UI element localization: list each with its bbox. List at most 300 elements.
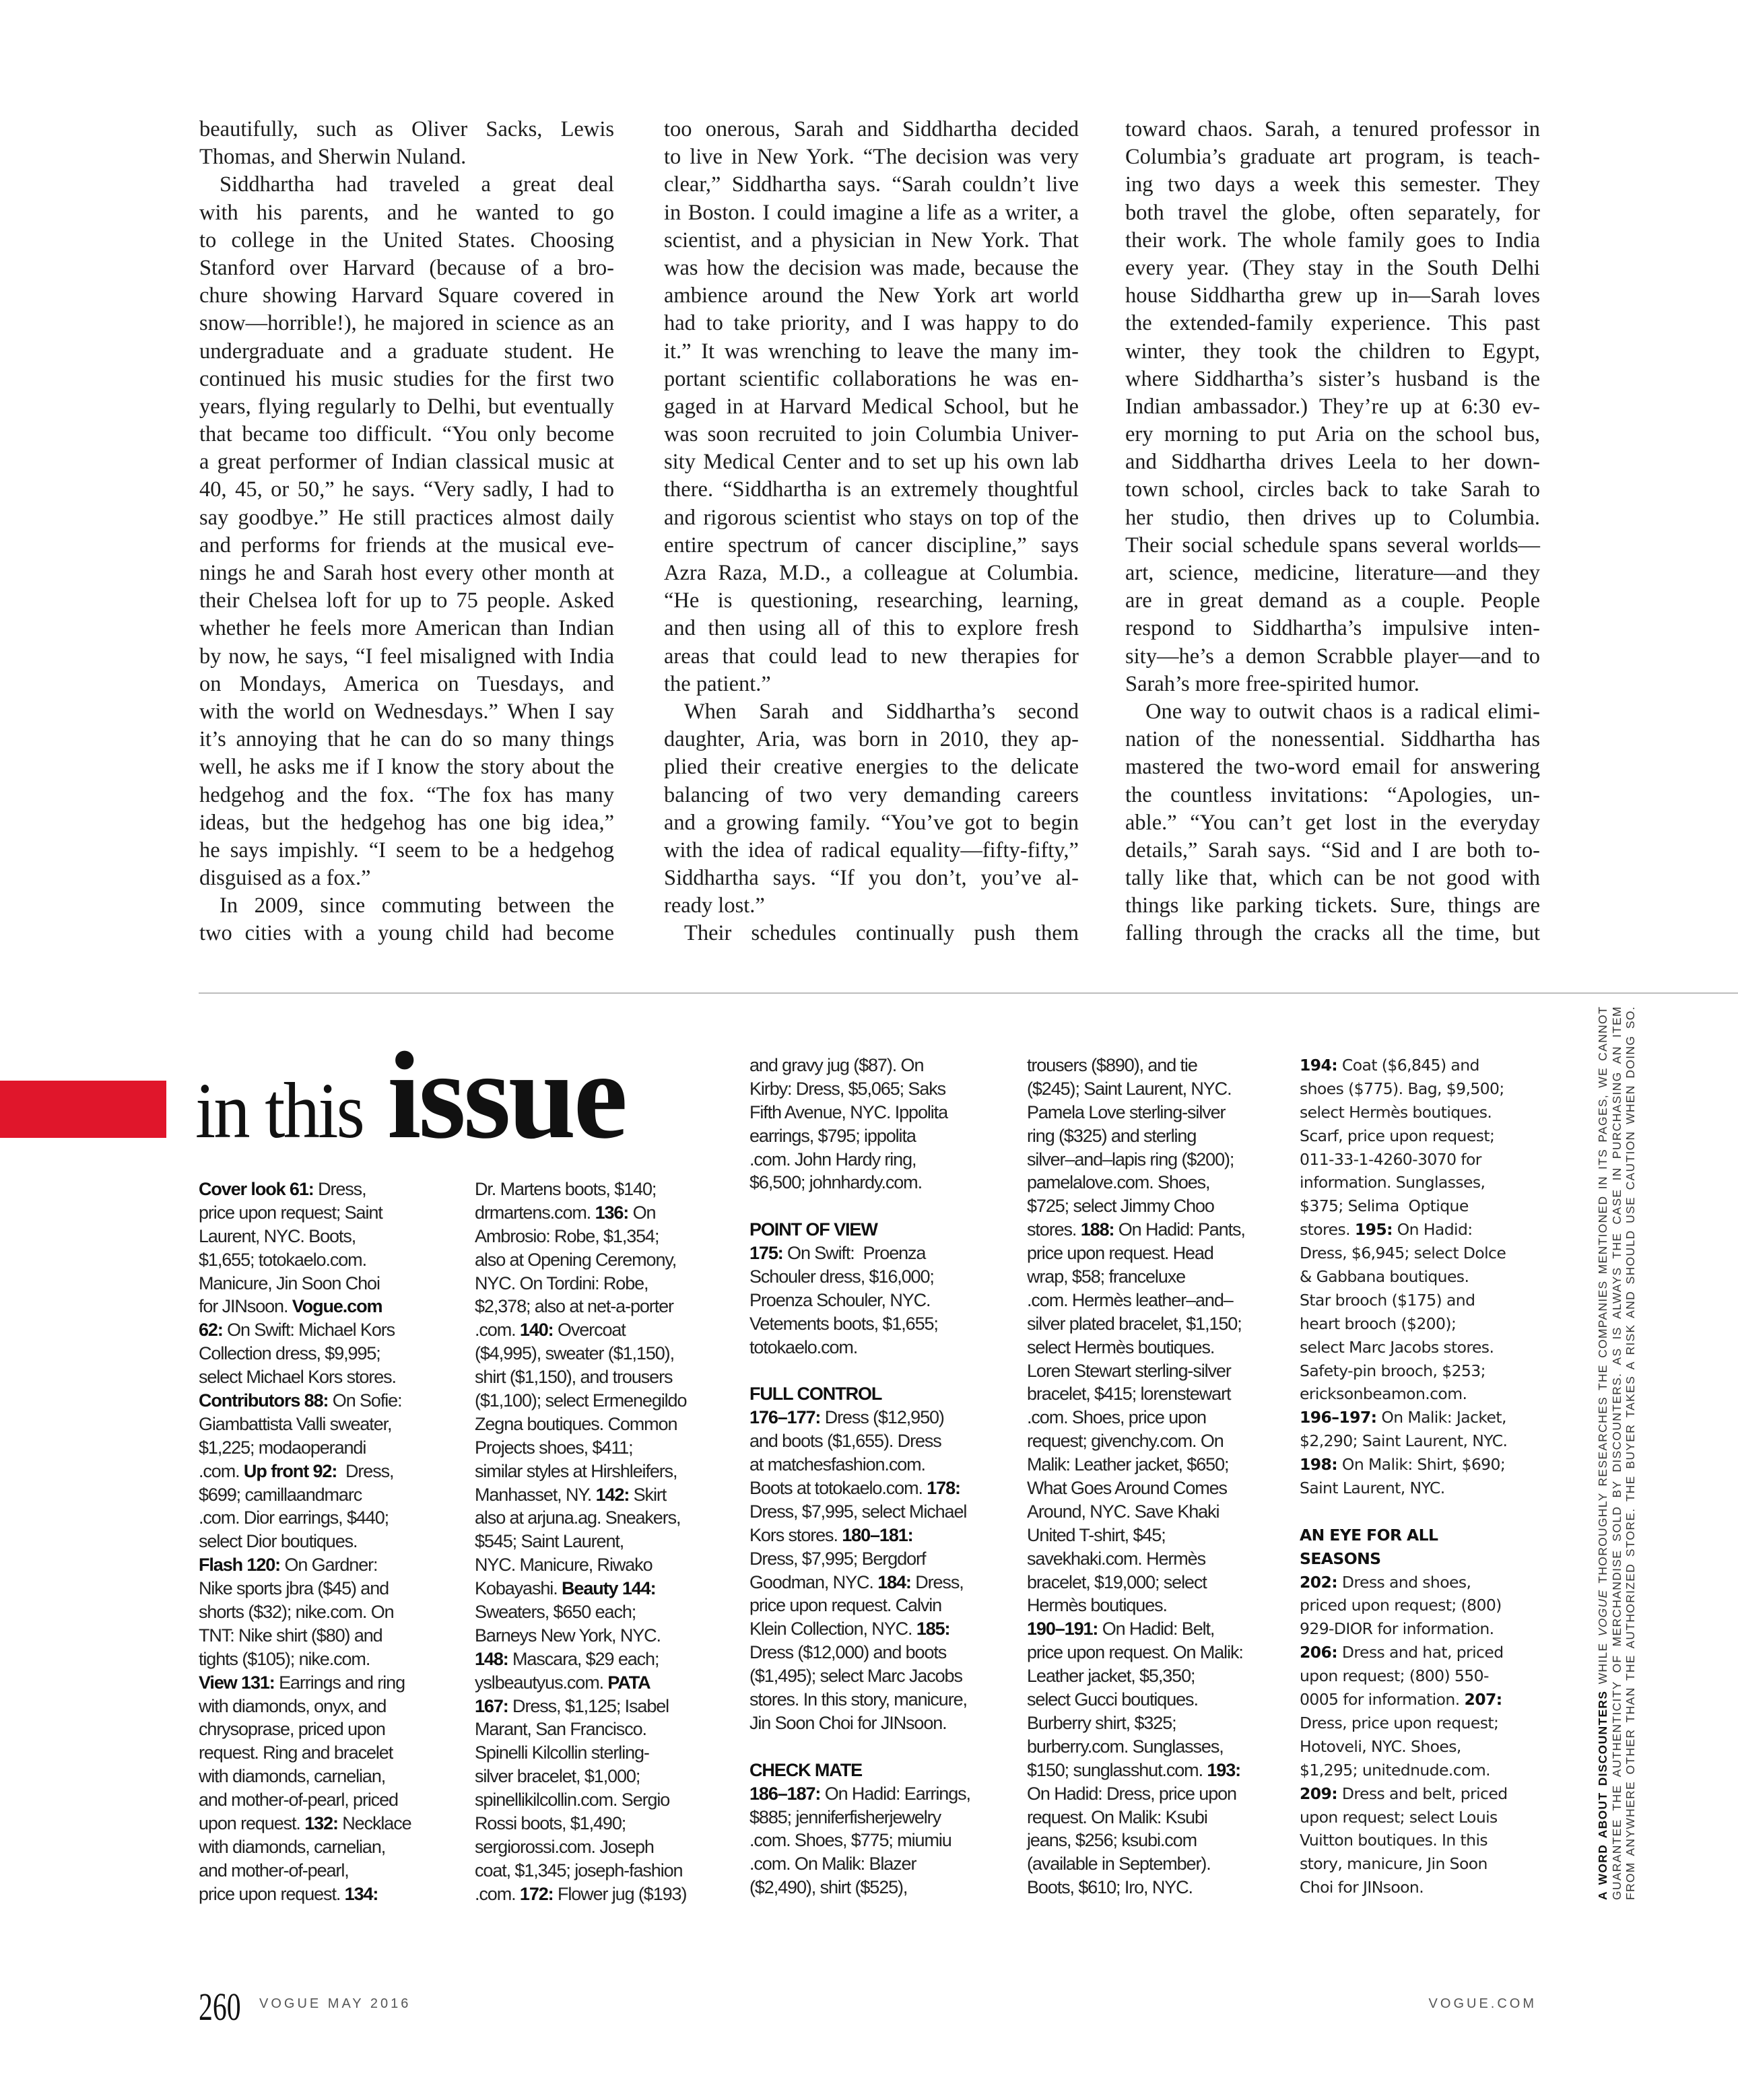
credits-line: [1027, 1500, 1245, 1524]
credits-line: [475, 1201, 686, 1225]
credits-text: NYC. Manicure, Riwako: [475, 1555, 653, 1576]
credits-text: Ambrosio: Robe, $1,354;: [475, 1225, 659, 1246]
article-text-line: with the idea of radical equality—fifty-fifty,”: [664, 838, 1079, 862]
credits-line: [749, 1806, 970, 1829]
credits-line: [749, 1571, 970, 1594]
credits-line: [1300, 1829, 1508, 1852]
article-text-line: snow—horrible!), he majored in science as an: [199, 311, 614, 336]
credits-line: [749, 1852, 970, 1876]
credits-story-heading: CHECK MATE: [749, 1759, 862, 1780]
credits-line: [475, 1272, 686, 1295]
credits-line: [1027, 1477, 1245, 1500]
credits-text: Choi for JINsoon.: [1300, 1878, 1424, 1897]
credits-line: [1300, 1876, 1508, 1899]
credits-line: [1300, 1782, 1508, 1806]
credits-page-ref: Cover look 61:: [199, 1179, 314, 1199]
credits-text: Jin Soon Choi for JINsoon.: [749, 1712, 947, 1733]
credits-line: [749, 1500, 970, 1524]
credits-text: drmartens.com.: [475, 1202, 595, 1223]
credits-text: Flower jug ($193): [553, 1883, 687, 1904]
credits-line: [749, 1101, 970, 1124]
article-column: [1125, 116, 1540, 948]
credits-line: [1027, 1617, 1245, 1641]
credits-column: [199, 1178, 411, 1906]
credits-line: [475, 1365, 686, 1389]
credits-line: [1300, 1312, 1508, 1336]
credits-line: [199, 1812, 411, 1835]
credits-text: $6,500; johnhardy.com.: [749, 1172, 922, 1193]
credits-line: [1027, 1806, 1245, 1829]
credits-page-ref: 62:: [199, 1320, 223, 1341]
credits-text: 0005 for information.: [1300, 1690, 1465, 1709]
credits-line: [1300, 1852, 1508, 1876]
credits-text: also at Opening Ceremony,: [475, 1249, 677, 1270]
credits-text: $699; camillaandmarc: [199, 1484, 362, 1505]
credits-page-ref: Contributors 88:: [199, 1390, 329, 1411]
article-text-line: sity Medical Center and to set up his own lab: [664, 450, 1079, 475]
credits-text: TNT: Nike shirt ($80) and: [199, 1625, 382, 1646]
credits-column: [475, 1178, 686, 1906]
credits-story-heading: FULL CONTROL: [749, 1384, 882, 1404]
article-text-line: daughter, Aria, was born in 2010, they ap-: [664, 727, 1079, 752]
article-text-line: balancing of two very demanding careers: [664, 782, 1079, 807]
article-text-line: mastered the two-word email for answering: [1125, 755, 1540, 780]
credits-text: and mother-of-pearl,: [199, 1860, 349, 1881]
credits-text: .com.: [199, 1460, 244, 1481]
credits-text: Saint Laurent, NYC.: [1300, 1479, 1445, 1498]
article-text-line: toward chaos. Sarah, a tenured professor in: [1125, 117, 1540, 141]
article-text-line: a great performer of Indian classical music at: [199, 450, 614, 475]
credits-text: On: [628, 1202, 656, 1223]
article-text-line: things like parking tickets. Sure, things are: [1125, 893, 1540, 918]
credits-text: coat, $1,345; joseph-fashion: [475, 1860, 683, 1881]
credits-text: stores. In this story, manicure,: [749, 1689, 967, 1710]
article-text-line: art, science, medicine, literature—and they: [1125, 561, 1540, 585]
section-divider: [199, 992, 1738, 994]
article-text-line: it.” It was wrenching to leave the many im-: [664, 339, 1079, 364]
article-text-line: details,” Sarah says. “Sid and I are both to-: [1125, 838, 1540, 862]
article-text-line: the patient.”: [664, 671, 771, 696]
credits-line: [749, 1171, 970, 1194]
article-text-line: In 2009, since commuting between the: [220, 893, 614, 918]
credits-text: Overcoat: [553, 1320, 626, 1341]
website-label: VOGUE.COM: [1428, 1996, 1537, 2011]
article-text-line: there. “Siddhartha is an extremely thoughtful: [664, 477, 1079, 502]
credits-line: [1300, 1617, 1508, 1641]
credits-page-ref: Flash 120:: [199, 1555, 281, 1576]
article-text-line: Indian ambassador.) They’re up at 6:30 ev-: [1125, 394, 1540, 419]
article-text-line: two cities with a young child had become: [199, 921, 614, 946]
credits-line: [749, 1265, 970, 1289]
credits-page-ref: Vogue.com: [292, 1296, 382, 1317]
credits-line: [1300, 1242, 1508, 1265]
credits-text: Loren Stewart sterling-silver: [1027, 1360, 1231, 1381]
credits-page-ref: 196–197:: [1300, 1408, 1377, 1427]
credits-page-ref: 188:: [1080, 1219, 1114, 1240]
credits-page-ref: 134:: [344, 1883, 378, 1904]
credits-text: On Malik: Jacket,: [1376, 1408, 1506, 1427]
credits-text: Dress, price upon request;: [1300, 1713, 1499, 1732]
credits-text: Hermès boutiques.: [1027, 1595, 1167, 1616]
credits-text: price upon request. On Malik:: [1027, 1642, 1243, 1663]
credits-line: [1027, 1664, 1245, 1688]
article-text-line: are in great demand as a couple. People: [1125, 588, 1540, 613]
article-text-line: portant scientific collaborations he was en-: [664, 366, 1079, 391]
article-text-line: “He is questioning, researching, learning,: [664, 588, 1079, 613]
credits-text: Pamela Love sterling-silver: [1027, 1102, 1226, 1122]
credits-line: [1300, 1594, 1508, 1617]
credits-line: [475, 1859, 686, 1883]
credits-text: $2,378; also at net-a-porter: [475, 1296, 673, 1317]
credits-text: upon request; select Louis: [1300, 1807, 1498, 1827]
credits-line: [1027, 1265, 1245, 1289]
credits-text: Dress and belt, priced: [1337, 1784, 1508, 1803]
credits-line: [199, 1624, 411, 1648]
credits-text: stores.: [1300, 1220, 1355, 1240]
credits-line: [1027, 1218, 1245, 1242]
credits-text: Vetements boots, $1,655;: [749, 1313, 938, 1334]
credits-text: at matchesfashion.com.: [749, 1454, 925, 1475]
credits-text: pamelalove.com. Shoes,: [1027, 1172, 1210, 1193]
credits-text: Dress ($12,950): [820, 1407, 944, 1428]
article-text-line: ing two days a week this semester. They: [1125, 172, 1540, 197]
credits-line: [1027, 1194, 1245, 1218]
credits-text: Schouler dress, $16,000;: [749, 1266, 934, 1287]
credits-text: shorts ($32); nike.com. On: [199, 1602, 394, 1623]
credits-line: [1300, 1077, 1508, 1101]
disclaimer-text: VOGUE: [1596, 1589, 1609, 1637]
credits-page-ref: 186–187:: [749, 1783, 821, 1804]
credits-text: ($1,100); select Ermenegildo: [475, 1390, 687, 1411]
credits-line: [475, 1718, 686, 1741]
credits-text: Mascara, $29 each;: [508, 1648, 659, 1669]
credits-line: [199, 1436, 411, 1460]
credits-line: [199, 1506, 411, 1530]
credits-line: [1027, 1406, 1245, 1429]
credits-line: [749, 1712, 970, 1735]
credits-page-ref: 206:: [1300, 1643, 1338, 1662]
credits-line: [1027, 1712, 1245, 1735]
credits-line: [199, 1413, 411, 1436]
credits-text: select Dior boutiques.: [199, 1531, 358, 1552]
credits-page-ref: 202:: [1300, 1572, 1338, 1592]
credits-line: [475, 1318, 686, 1342]
credits-text: also at arjuna.ag. Sneakers,: [475, 1508, 681, 1528]
credits-page-ref: 148:: [475, 1648, 508, 1669]
article-text-line: her studio, then drives up to Columbia.: [1125, 505, 1540, 530]
credits-line: [1027, 1453, 1245, 1477]
credits-text: .com. On Malik: Blazer: [749, 1854, 916, 1874]
credits-text: $375; Selima Optique: [1300, 1196, 1469, 1216]
credits-text: Dress, $1,125; Isabel: [508, 1695, 669, 1716]
credits-text: and mother-of-pearl, priced: [199, 1790, 398, 1810]
credits-text: for JINsoon.: [199, 1296, 292, 1317]
credits-text: Dr. Martens boots, $140;: [475, 1179, 657, 1199]
article-text-line: beautifully, such as Oliver Sacks, Lewis: [199, 117, 614, 141]
credits-line: [1027, 1148, 1245, 1172]
credits-line: [199, 1859, 411, 1883]
credits-text: Goodman, NYC.: [749, 1571, 878, 1592]
credits-line: [1027, 1735, 1245, 1759]
credits-page-ref: Up front 92:: [243, 1460, 337, 1481]
credits-text: Manhasset, NY.: [475, 1484, 596, 1505]
credits-text: and gravy jug ($87). On: [749, 1055, 924, 1075]
article-text-line: ideas, but the hedgehog has one big idea,”: [199, 810, 614, 835]
credits-spacer: [749, 1735, 970, 1759]
credits-line: [1300, 1359, 1508, 1383]
credits-line: [1027, 1782, 1245, 1806]
credits-line: [475, 1530, 686, 1553]
credits-text: Laurent, NYC. Boots,: [199, 1225, 356, 1246]
credits-line: [1300, 1289, 1508, 1312]
credits-line: [1027, 1359, 1245, 1383]
credits-text: .com.: [475, 1320, 520, 1341]
article-text-line: their Chelsea loft for up to 75 people. Asked: [199, 588, 614, 613]
credits-line: [475, 1624, 686, 1648]
credits-line: [199, 1741, 411, 1765]
credits-text: with diamonds, carnelian,: [199, 1836, 386, 1857]
credits-story-heading: SEASONS: [1300, 1549, 1381, 1568]
credits-line: [749, 1242, 970, 1265]
credits-line: [199, 1201, 411, 1225]
credits-text: On Hadid:: [1392, 1220, 1473, 1240]
credits-text: totokaelo.com.: [749, 1336, 858, 1357]
article-text-line: on Mondays, America on Tuesdays, and: [199, 671, 614, 696]
credits-story-heading: POINT OF VIEW: [749, 1219, 877, 1240]
credits-text: price upon request. Head: [1027, 1243, 1213, 1264]
credits-text: On Swift: Michael Kors: [222, 1320, 395, 1341]
article-text-line: able.” “You can’t get lost in the everyday: [1125, 810, 1540, 835]
credits-spacer: [1300, 1500, 1508, 1524]
page-number: 260: [199, 1985, 241, 2029]
article-text-line: in Boston. I could imagine a life as a writer, a: [664, 200, 1079, 225]
article-text-line: say goodbye.” He still practices almost daily: [199, 505, 614, 530]
credits-line: [199, 1342, 411, 1365]
credits-text: spinellikilcollin.com. Sergio: [475, 1790, 670, 1810]
credits-line: [749, 1077, 970, 1101]
credits-story-heading: AN EYE FOR ALL: [1300, 1525, 1438, 1545]
credits-page-ref: 209:: [1300, 1784, 1338, 1803]
credits-line: [1300, 1124, 1508, 1148]
article-text-line: whether he feels more American than Indian: [199, 616, 614, 641]
credits-text: Kors stores.: [749, 1524, 842, 1545]
credits-line: [1300, 1641, 1508, 1664]
credits-page-ref: 172:: [519, 1883, 554, 1904]
credits-text: $1,655; totokaelo.com.: [199, 1249, 366, 1270]
credits-text: similar styles at Hirshleifers,: [475, 1460, 677, 1481]
credits-text: What Goes Around Comes: [1027, 1478, 1227, 1499]
credits-line: [1300, 1759, 1508, 1782]
credits-line: [475, 1765, 686, 1788]
credits-text: Barneys New York, NYC.: [475, 1625, 661, 1646]
credits-line: [475, 1389, 686, 1413]
credits-text: Marant, San Francisco.: [475, 1719, 646, 1740]
credits-line: [1027, 1876, 1245, 1899]
credits-line: [1300, 1148, 1508, 1172]
credits-text: On Hadid: Dress, price upon: [1027, 1783, 1236, 1804]
credits-text: Collection dress, $9,995;: [199, 1343, 380, 1364]
credits-line: [475, 1460, 686, 1483]
article-text-line: ery morning to put Aria on the school bus,: [1125, 422, 1540, 447]
credits-line: [1027, 1289, 1245, 1312]
credits-text: 929-DIOR for information.: [1300, 1619, 1494, 1639]
credits-text: story, manicure, Jin Soon: [1300, 1854, 1488, 1874]
section-title-issue: issue: [387, 1027, 626, 1165]
article-text-line: ready lost.”: [664, 893, 765, 918]
credits-line: [749, 1289, 970, 1312]
article-text-line: to college in the United States. Choosing: [199, 228, 614, 252]
article-text-line: Their social schedule spans several worlds—: [1125, 533, 1540, 557]
credits-line: [749, 1876, 970, 1899]
credits-line: [1027, 1101, 1245, 1124]
credits-line: [199, 1553, 411, 1577]
disclaimer-line: FROM ANYWHERE OTHER THAN THE AUTHORIZED STORE. THE BUYER TAKES A RISK AND SHOULD USE CAUTION WHEN DOING SO.: [1624, 1006, 1637, 1900]
credits-line: [1300, 1664, 1508, 1688]
credits-page-ref: 190–191:: [1027, 1619, 1098, 1639]
accent-bar: [0, 1081, 166, 1138]
credits-text: On Hadid: Pants,: [1114, 1219, 1245, 1240]
article-text-line: clear,” Siddhartha says. “Sarah couldn’t live: [664, 172, 1079, 197]
credits-line: [475, 1553, 686, 1577]
credits-line: [1300, 1054, 1508, 1077]
credits-text: .com. Shoes, price upon: [1027, 1407, 1206, 1428]
credits-text: Kirby: Dress, $5,065; Saks: [749, 1078, 946, 1099]
credits-page-ref: 167:: [475, 1695, 508, 1716]
credits-text: Star brooch ($175) and: [1300, 1290, 1475, 1310]
credits-text: On Hadid: Belt,: [1098, 1619, 1215, 1639]
credits-text: Boots, $610; Iro, NYC.: [1027, 1877, 1193, 1898]
credits-line: [749, 1524, 970, 1547]
article-text-line: gaged in at Harvard Medical School, but he: [664, 394, 1079, 419]
discounters-disclaimer: [1596, 1006, 1638, 1900]
article-text-line: every year. (They stay in the South Delhi: [1125, 255, 1540, 280]
credits-text: 011-33-1-4260-3070 for: [1300, 1149, 1481, 1169]
article-text-line: town school, circles back to take Sarah to: [1125, 477, 1540, 502]
article-column: [664, 116, 1079, 948]
article-text-line: winter, they took the children to Egypt,: [1125, 339, 1540, 364]
credits-line: [199, 1389, 411, 1413]
credits-spacer: [749, 1194, 970, 1218]
credits-text: .com.: [475, 1883, 520, 1904]
article-text-line: Their schedules continually push them: [684, 921, 1079, 946]
article-text-line: scientist, and a physician in New York. That: [664, 228, 1079, 252]
credits-line: [199, 1483, 411, 1507]
article-text-line: Sarah’s more free-spirited humor.: [1125, 671, 1419, 696]
credits-line: [1027, 1171, 1245, 1194]
credits-text: select Marc Jacobs stores.: [1300, 1337, 1494, 1357]
credits-line: [199, 1577, 411, 1600]
credits-text: Hotoveli, NYC. Shoes,: [1300, 1736, 1461, 1756]
credits-text: On Sofie:: [328, 1390, 402, 1411]
credits-text: Klein Collection, NYC.: [749, 1619, 916, 1639]
article-text-line: both travel the globe, often separately, for: [1125, 200, 1540, 225]
article-text-line: and performs for friends at the musical eve-: [199, 533, 614, 557]
credits-line: [475, 1695, 686, 1718]
credits-line: [199, 1600, 411, 1624]
credits-line: [1300, 1712, 1508, 1735]
credits-text: On Gardner:: [280, 1555, 378, 1576]
credits-line: [1300, 1406, 1508, 1429]
credits-line: [1300, 1194, 1508, 1218]
credits-text: select Gucci boutiques.: [1027, 1689, 1198, 1710]
credits-text: Fifth Avenue, NYC. Ippolita: [749, 1102, 947, 1122]
credits-text: United T-shirt, $45;: [1027, 1524, 1166, 1545]
credits-text: with diamonds, carnelian,: [199, 1766, 386, 1787]
credits-line: [1027, 1829, 1245, 1852]
credits-line: [475, 1648, 686, 1671]
credits-text: bracelet, $415; lorenstewart: [1027, 1384, 1231, 1404]
credits-line: [749, 1617, 970, 1641]
credits-text: ring ($325) and sterling: [1027, 1125, 1197, 1146]
credits-text: priced upon request; (800): [1300, 1596, 1502, 1615]
disclaimer-line: GUARANTEE THE AUTHENTICITY OF MERCHANDISE SOLD BY DISCOUNTERS. AS IS ALWAYS THE CASE IN PURCHASING AN ITEM: [1609, 1006, 1624, 1900]
credits-line: [475, 1178, 686, 1201]
article-text-line: was soon recruited to join Columbia Univer-: [664, 422, 1079, 447]
credits-line: [199, 1835, 411, 1859]
credits-text: price upon request.: [199, 1883, 345, 1904]
credits-line: [475, 1225, 686, 1248]
article-text-line: Azra Raza, M.D., a colleague at Columbia.: [664, 561, 1079, 585]
article-text-line: Stanford over Harvard (because of a bro-: [199, 255, 614, 280]
article-text-line: sity—he’s a demon Scrabble player—and to: [1125, 644, 1540, 669]
article-text-line: disguised as a fox.”: [199, 866, 371, 891]
credits-text: Kobayashi.: [475, 1578, 562, 1599]
credits-line: [199, 1695, 411, 1718]
credits-line: [1300, 1265, 1508, 1289]
article-text-line: their work. The whole family goes to India: [1125, 228, 1540, 252]
credits-text: Dress ($12,000) and boots: [749, 1642, 947, 1663]
credits-line: [475, 1436, 686, 1460]
article-text-line: he says impishly. “I seem to be a hedgehog: [199, 838, 614, 862]
article-text-line: years, flying regularly to Delhi, but eventually: [199, 394, 614, 419]
credits-text: Spinelli Kilcollin sterling-: [475, 1742, 649, 1763]
credits-text: On Malik: Shirt, $690;: [1337, 1455, 1506, 1475]
credits-text: upon request.: [199, 1813, 305, 1834]
credits-line: [1027, 1594, 1245, 1617]
credits-text: $885; jenniferfisherjewelry: [749, 1806, 941, 1827]
credits-text: Giambattista Valli sweater,: [199, 1413, 392, 1434]
credits-page-ref: 207:: [1464, 1690, 1502, 1709]
credits-text: shirt ($1,150), and trousers: [475, 1367, 673, 1388]
credits-line: [749, 1124, 970, 1148]
credits-text: .com. Hermès leather–and–: [1027, 1289, 1233, 1310]
credits-text: price upon request; Saint: [199, 1202, 382, 1223]
credits-text: Burberry shirt, $325;: [1027, 1712, 1176, 1733]
article-text-line: undergraduate and a graduate student. He: [199, 339, 614, 364]
credits-line: [475, 1577, 686, 1600]
credits-page-ref: 185:: [916, 1619, 950, 1639]
credits-column: [1027, 1054, 1245, 1899]
credits-line: [1027, 1242, 1245, 1265]
credits-line: [1027, 1688, 1245, 1712]
article-text-line: areas that could lead to new therapies for: [664, 644, 1079, 669]
article-text-line: where Siddhartha’s sister’s husband is the: [1125, 366, 1540, 391]
credits-text: Dress, $7,995; Bergdorf: [749, 1548, 926, 1569]
article-text-line: One way to outwit chaos is a radical elimi-: [1145, 699, 1540, 724]
credits-line: [1027, 1336, 1245, 1359]
credits-text: Leather jacket, $5,350;: [1027, 1666, 1195, 1687]
article-text-line: by now, he says, “I feel misaligned with India: [199, 644, 614, 669]
credits-line: [475, 1506, 686, 1530]
credits-text: On Hadid: Earrings,: [820, 1783, 970, 1804]
credits-text: Dress and shoes,: [1337, 1572, 1471, 1592]
disclaimer-heading: A WORD ABOUT DISCOUNTERS: [1596, 1690, 1609, 1900]
article-text-line: respond to Siddhartha’s impulsive inten-: [1125, 616, 1540, 641]
credits-line: [1027, 1571, 1245, 1594]
credits-text: wrap, $58; franceluxe: [1027, 1266, 1186, 1287]
disclaimer-text: THOROUGHLY RESEARCHES THE COMPANIES MENTIONED IN ITS PAGES, WE CANNOT: [1596, 1006, 1609, 1590]
credits-text: ($2,490), shirt ($525),: [749, 1877, 908, 1898]
